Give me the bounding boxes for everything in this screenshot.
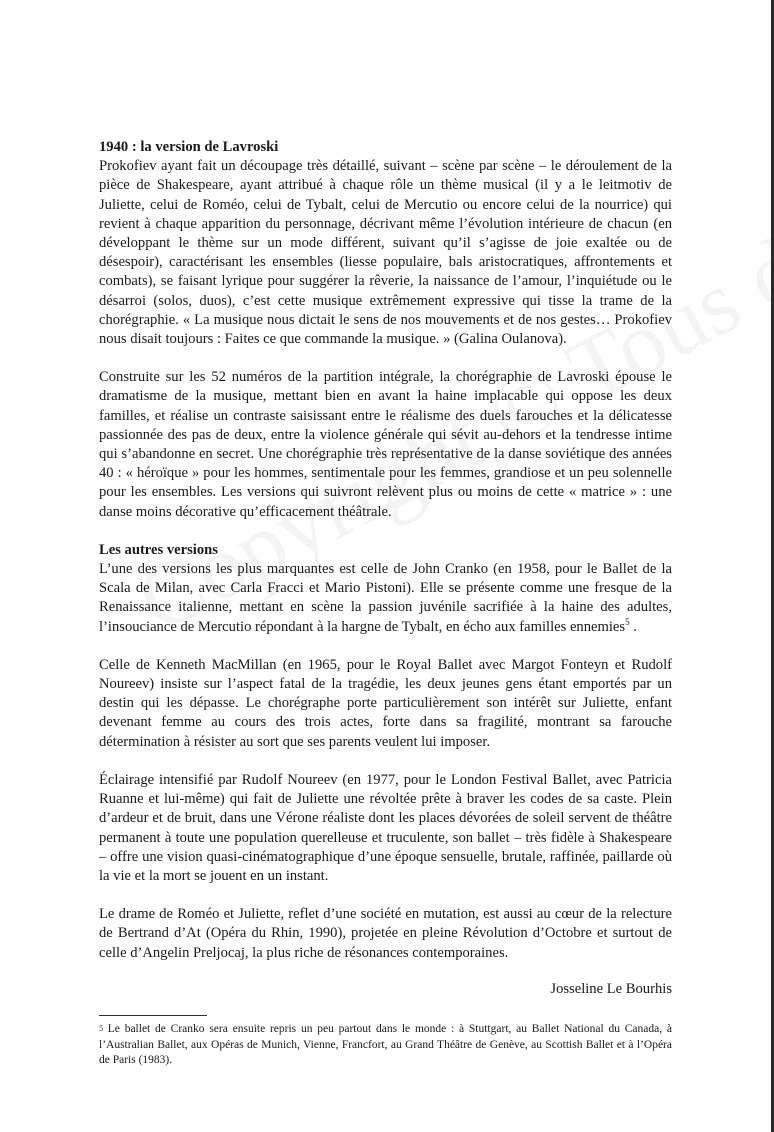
footnote-divider [99, 1015, 207, 1016]
paragraph-gap [99, 886, 672, 905]
paragraph-noureev: Éclairage intensifié par Rudolf Noureev (en 1977, pour le London Festival Ballet, avec Patricia Ruanne et lui-même) qui fait de Juliette une révoltée prête à braver les codes de sa caste. Plein d’ardeur et de bruit, dans une Vérone réaliste dont les places dévorées de soleil servent de théâtre permanent à toute une population querelleuse et truculente, son ballet – très fidèle à Shakespeare – offre une vision quasi-cinématographique d’une époque sensuelle, brutale, raffinée, paillarde où la vie et la mort se jouent en un instant. [99, 771, 672, 884]
author-signature: Josseline Le Bourhis [550, 980, 672, 997]
document-page [99, 138, 672, 1069]
paragraph-conclusion: Le drame de Roméo et Juliette, reflet d’une société en mutation, est aussi au cœur de la relecture de Bertrand d’At (Opéra du Rhin, 1990), projetée en pleine Révolution d’Octobre et surtout de celle d’Angelin Preljocaj, la plus riche de résonances contemporaines. [99, 906, 672, 961]
footnote-reference: 5 [625, 616, 630, 627]
footnote-text: Le ballet de Cranko sera ensuite repris un peu partout dans le monde : à Stuttgart, au Ballet National du Canada, à l’Australian Ballet, aux Opéras de Munich, Vienne, Francfort, au Grand Théâtre de Genève, au Scottish Ballet et à l’Opéra de Paris (1983). [99, 1022, 672, 1067]
paragraph-gap [99, 752, 672, 771]
footnote [99, 1022, 672, 1069]
footnote-number: 5 [99, 1023, 103, 1033]
paragraph-cranko-text: L’une des versions les plus marquantes est celle de John Cranko (en 1958, pour le Ballet de la Scala de Milan, avec Carla Fracci et Mario Pistoni). Elle se présente comme une fresque de la Renaissance italienne, mettant en scène la passion juvénile sacrifiée à la haine des adultes, l’insouciance de Mercutio répondant à la hargne de Tybalt, en écho aux familles ennemies [99, 561, 672, 635]
paragraph-gap [99, 637, 672, 656]
paragraph-cranko-end: . [629, 618, 637, 635]
paragraph-gap [99, 349, 672, 368]
paragraph-prokofiev: Prokofiev ayant fait un découpage très détaillé, suivant – scène par scène – le déroulement de la pièce de Shakespeare, ayant attribué à chaque rôle un thème musical (il y a le leitmotiv de Juliette, celui de Roméo, celui de Tybalt, celui de Mercutio ou encore celui de la nourrice) qui revient à chaque apparition du personnage, décrivant même l’évolution intérieure de chacun (en développant le thème sur un mode différent, suivant qu’il s’agisse de joie exaltée ou de désespoir), caractérisant les ensembles (liesse populaire, bals aristocratiques, affrontements et combats), se faisant lyrique pour suggérer la rêverie, la naissance de l’amour, l’inquiétude ou le désarroi (solos, duos), c’est cette musique extrêmement expressive qui tisse la trame de la chorégraphie. « La musique nous dictait le sens de nos mouvements et de nos gestes… Prokofiev nous disait toujours : Faites ce que commande la musique. » (Galina Oulanova). [99, 158, 672, 348]
paragraph-cranko [99, 560, 672, 637]
section-heading-lavroski: 1940 : la version de Lavroski [99, 139, 279, 155]
paragraph-lavroski-choreography: Construite sur les 52 numéros de la partition intégrale, la chorégraphie de Lavroski épouse le dramatisme de la musique, mettant bien en avant la haine implacable qui oppose les deux familles, et réalise un contraste saisissant entre le réalisme des duels farouches et la délicatesse passionnée des pas de deux, entre la violence générale qui sévit au-dehors et la tendresse intime qui s’abandonne en secret. Une chorégraphie très représentative de la danse soviétique des années 40 : « héroïque » pour les hommes, sentimentale pour les femmes, grandiose et un peu solennelle pour les ensembles. Les versions qui suivront relèvent plus ou moins de cette « matrice » : une danse moins décorative qu’efficacement théâtrale. [99, 369, 672, 520]
section-gap [99, 522, 672, 541]
section-heading-other-versions: Les autres versions [99, 541, 218, 558]
paragraph-macmillan: Celle de Kenneth MacMillan (en 1965, pour le Royal Ballet avec Margot Fonteyn et Rudolf Noureev) insiste sur l’aspect fatal de la tragédie, les deux jeunes gens étant emportés par un destin qui les dépasse. Le chorégraphe porte particulièrement son intérêt sur Juliette, enfant devenant femme au cours des trois actes, forte dans sa fragilité, montrant sa farouche détermination à résister au sort que ses parents veulent lui imposer. [99, 656, 672, 750]
